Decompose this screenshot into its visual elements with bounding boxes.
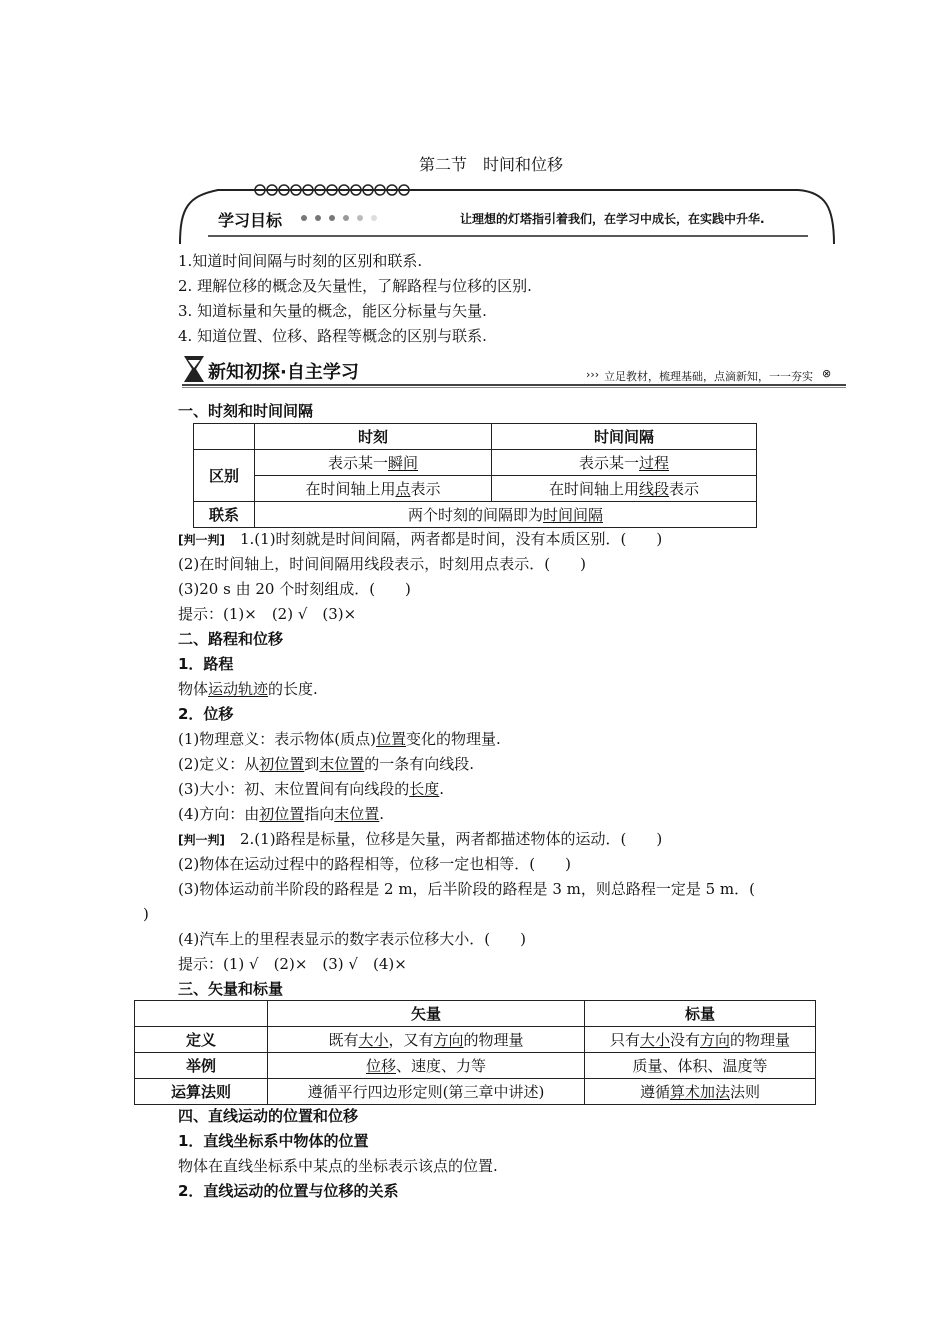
text-line: (2)定义：从初位置到末位置的一条有向线段.: [178, 755, 475, 773]
subheading: 2．直线运动的位置与位移的关系: [178, 1182, 399, 1200]
col-header: 标量: [585, 1001, 816, 1027]
judge-line: [判一判] 1.(1)时刻就是时间间隔，两者都是时间，没有本质区别．( ): [178, 530, 663, 548]
table-cell: 位移、速度、力等: [268, 1053, 585, 1079]
objective-item: 1.知道时间间隔与时刻的区别和联系.: [178, 252, 423, 270]
hint-line: 提示：(1)× (2) √ (3)×: [178, 605, 357, 623]
banner-end-icon: ⊗: [822, 367, 832, 380]
page-title: 第二节 时间和位移: [418, 155, 563, 174]
objective-item: 4. 知道位置、位移、路程等概念的区别与联系.: [178, 327, 487, 345]
col-header: 矢量: [268, 1001, 585, 1027]
judge-line: (4)汽车上的里程表显示的数字表示位移大小．( ): [178, 930, 526, 948]
text-line: (1)物理意义：表示物体(质点)位置变化的物理量.: [178, 730, 501, 748]
table-cell: 遵循算术加法法则: [585, 1079, 816, 1105]
row-header: 区别: [194, 450, 255, 502]
col-header: 时间间隔: [492, 424, 757, 450]
vector-scalar-table: [134, 1000, 816, 1105]
section3-heading: 三、矢量和标量: [178, 980, 284, 998]
table-cell: 质量、体积、温度等: [585, 1053, 816, 1079]
hint-line: 提示：(1) √ (2)× (3) √ (4)×: [178, 955, 407, 973]
banner-rule-thin: [182, 387, 846, 388]
table-cell: 在时间轴上用点表示: [255, 476, 492, 502]
banner-subtitle: 立足教材，梳理基础，点滴新知，一一夯实: [604, 370, 813, 383]
judge-line: (2)在时间轴上，时间间隔用线段表示，时刻用点表示．( ): [178, 555, 586, 573]
judge-tag: [判一判]: [178, 833, 225, 847]
subheading: 2．位移: [178, 705, 234, 723]
row-header: 举例: [135, 1053, 268, 1079]
table-cell: 两个时刻的间隔即为时间间隔: [255, 502, 757, 528]
banner-title: 新知初探·自主学习: [208, 362, 359, 383]
section1-heading: 一、时刻和时间间隔: [178, 402, 314, 420]
judge-tag: [判一判]: [178, 533, 225, 547]
hourglass-x-icon: [182, 354, 206, 384]
banner-rule: [182, 384, 846, 386]
text-line: 物体在直线坐标系中某点的坐标表示该点的位置.: [178, 1157, 498, 1175]
objectives-motto: 让理想的灯塔指引着我们，在学习中成长，在实践中升华.: [460, 212, 765, 226]
subheading: 1．直线坐标系中物体的位置: [178, 1132, 369, 1150]
table-cell: 既有大小，又有方向的物理量: [268, 1027, 585, 1053]
row-header: 联系: [194, 502, 255, 528]
text-line: (4)方向：由初位置指向末位置.: [178, 805, 385, 823]
text-line: (3)大小：初、末位置间有向线段的长度.: [178, 780, 445, 798]
time-table: [193, 423, 757, 528]
objectives-label: 学习目标: [218, 211, 283, 230]
table-cell: 遵循平行四边形定则(第三章中讲述): [268, 1079, 585, 1105]
judge-line: (3)20 s 由 20 个时刻组成．( ): [178, 580, 411, 598]
banner-subtitle-prefix: ›››: [586, 368, 600, 381]
row-header: 定义: [135, 1027, 268, 1053]
table-cell: 在时间轴上用线段表示: [492, 476, 757, 502]
section2-heading: 二、路程和位移: [178, 630, 284, 648]
table-cell: 表示某一过程: [492, 450, 757, 476]
judge-line: (2)物体在运动过程中的路程相等，位移一定也相等．( ): [178, 855, 571, 873]
judge-line-wrap: ): [143, 905, 149, 923]
col-header: 时刻: [255, 424, 492, 450]
table-cell: 只有大小没有方向的物理量: [585, 1027, 816, 1053]
subheading: 1．路程: [178, 655, 234, 673]
objective-item: 3. 知道标量和矢量的概念，能区分标量与矢量.: [178, 302, 487, 320]
judge-line: (3)物体运动前半阶段的路程是 2 m，后半阶段的路程是 3 m，则总路程一定是 5 m．(: [178, 880, 756, 898]
section4-heading: 四、直线运动的位置和位移: [178, 1107, 359, 1125]
judge-line: [判一判] 2.(1)路程是标量，位移是矢量，两者都描述物体的运动．( ): [178, 830, 663, 848]
objective-item: 2. 理解位移的概念及矢量性，了解路程与位移的区别.: [178, 277, 532, 295]
text-line: 物体运动轨迹的长度.: [178, 680, 318, 698]
row-header: 运算法则: [135, 1079, 268, 1105]
table-cell: 表示某一瞬间: [255, 450, 492, 476]
